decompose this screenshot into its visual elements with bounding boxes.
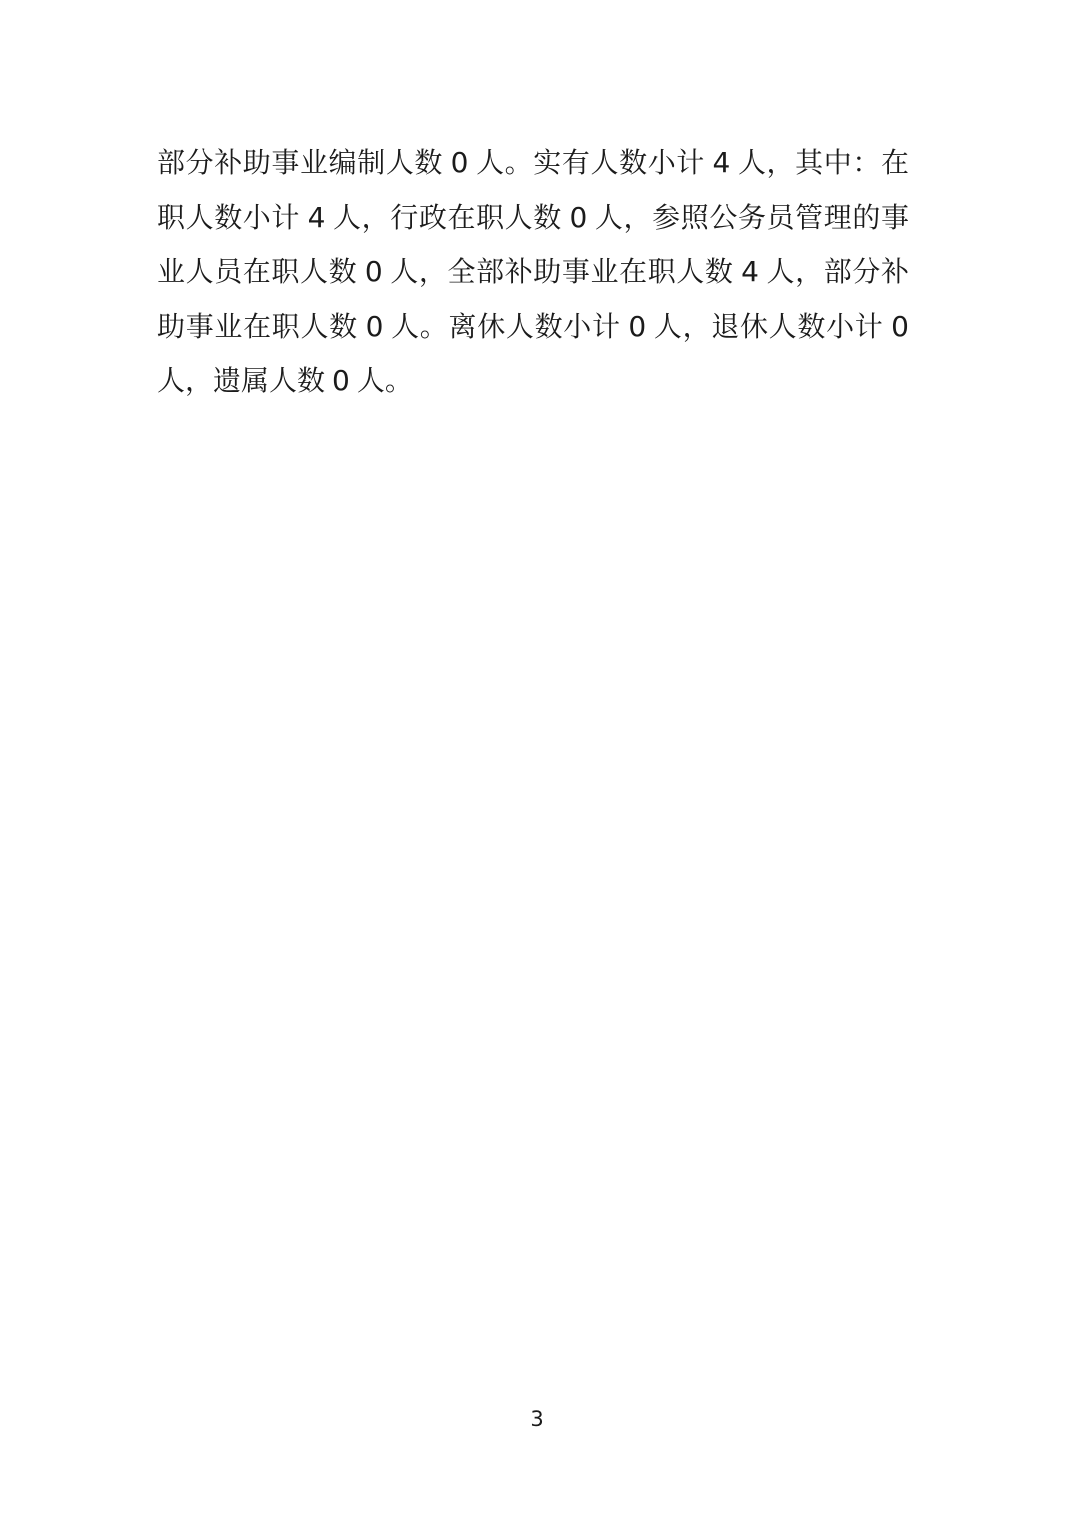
paragraph-line-2: 职人数小计 4 人，行政在职人数 0 人，参照公务员管理的事 [157, 200, 909, 234]
paragraph-line-3: 业人员在职人数 0 人，全部补助事业在职人数 4 人，部分补 [157, 255, 909, 288]
page-number: 3 [530, 1407, 544, 1431]
body-paragraph [157, 136, 909, 409]
paragraph-line-4: 助事业在职人数 0 人。离休人数小计 0 人，退休人数小计 0 [157, 309, 909, 343]
paragraph-line-1: 部分补助事业编制人数 0 人。实有人数小计 4 人，其中：在 [157, 146, 909, 179]
paragraph-line-5: 人，遗属人数 0 人。 [157, 364, 413, 397]
page-footer [0, 1406, 1074, 1432]
